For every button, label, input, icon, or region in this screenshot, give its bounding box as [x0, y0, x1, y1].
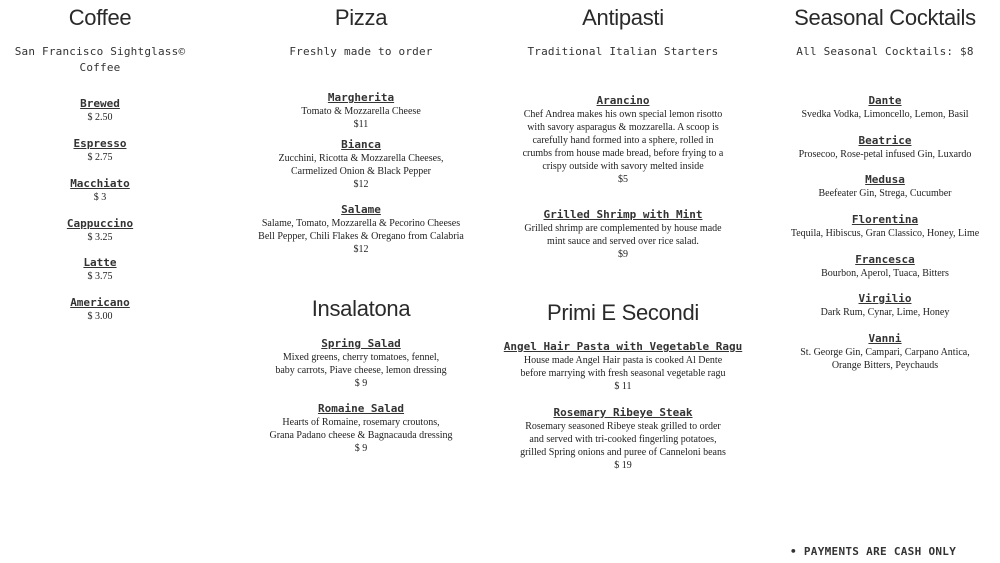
menu-item: [770, 94, 1000, 121]
item-description: Grilled shrimp are complemented by house made: [524, 223, 722, 234]
item-price: $ 3.75: [87, 271, 113, 282]
item-price: $ 9: [354, 443, 368, 454]
cocktails-subtitle: All Seasonal Cocktails: $8: [796, 45, 974, 58]
item-name: Macchiato: [70, 177, 130, 190]
item-name: Spring Salad: [321, 337, 401, 350]
item-description: Carmelized Onion & Black Pepper: [291, 166, 431, 177]
item-name: Angel Hair Pasta with Vegetable Ragu: [503, 340, 743, 353]
item-description: before marrying with fresh seasonal vegetable ragu: [520, 368, 726, 379]
antipasti-subtitle: Traditional Italian Starters: [527, 45, 719, 58]
item-description: baby carrots, Piave cheese, lemon dressing: [275, 365, 447, 376]
item-description: House made Angel Hair pasta is cooked Al Dente: [523, 355, 723, 366]
item-price: $ 2.50: [87, 112, 113, 123]
menu-item: [0, 97, 200, 124]
item-price: $ 3: [93, 192, 107, 203]
item-price: $ 2.75: [87, 152, 113, 163]
item-price: $12: [353, 244, 369, 255]
menu-item: [238, 203, 484, 256]
item-name: Americano: [70, 296, 130, 309]
item-description: Tequila, Hibiscus, Gran Classico, Honey, Lime: [790, 228, 980, 239]
item-name: Espresso: [73, 137, 127, 150]
pizza-heading: Pizza: [334, 5, 388, 30]
item-description: Tomato & Mozzarella Cheese: [301, 106, 421, 117]
cocktails-heading: Seasonal Cocktails: [794, 5, 976, 30]
item-description: Prosecoo, Rose-petal infused Gin, Luxardo: [798, 149, 972, 160]
item-price: $9: [618, 249, 628, 260]
menu-item: [770, 292, 1000, 319]
item-price: $12: [353, 179, 369, 190]
item-name: Latte: [83, 256, 117, 269]
item-name: Florentina: [851, 213, 919, 226]
item-name: Margherita: [327, 91, 395, 104]
item-description: Zucchini, Ricotta & Mozzarella Cheeses,: [278, 153, 444, 164]
menu-item: [500, 208, 746, 261]
item-description: grilled Spring onions and puree of Canneloni beans: [520, 447, 726, 458]
menu-item: [500, 340, 746, 393]
item-name: Grilled Shrimp with Mint: [543, 208, 703, 221]
menu-item: [0, 217, 200, 244]
item-description: Hearts of Romaine, rosemary croutons,: [282, 417, 440, 428]
menu-item: [770, 134, 1000, 161]
item-description: Chef Andrea makes his own special lemon risotto: [523, 109, 723, 120]
item-name: Romaine Salad: [317, 402, 405, 415]
menu-item: [770, 213, 1000, 240]
item-description: Bourbon, Aperol, Tuaca, Bitters: [821, 268, 949, 279]
item-price: $ 3.25: [87, 232, 113, 243]
menu-item: [770, 253, 1000, 280]
insalatona-heading: Insalatona: [311, 296, 411, 321]
item-description: Svedka Vodka, Limoncello, Lemon, Basil: [801, 109, 969, 120]
item-price: $11: [353, 119, 369, 130]
item-description: and served with tri-cooked fingerling potatoes,: [529, 434, 717, 445]
item-name: Medusa: [865, 173, 905, 186]
item-name: Beatrice: [858, 134, 912, 147]
item-description: crispy outside with savory melted inside: [542, 161, 704, 172]
item-name: Cappuccino: [66, 217, 134, 230]
item-name: Brewed: [80, 97, 120, 110]
menu-item: [770, 173, 1000, 200]
item-description: with savory asparagus & mozzarella. A scoop is: [527, 122, 719, 133]
menu-item: [0, 137, 200, 164]
item-description: Salame, Tomato, Mozzarella & Pecorino Cheeses: [261, 218, 461, 229]
item-description: carefully hand formed into a sphere, rolled in: [532, 135, 714, 146]
payment-note: • PAYMENTS ARE CASH ONLY: [790, 545, 957, 558]
item-name: Virgilio: [858, 292, 912, 305]
item-price: $ 9: [354, 378, 368, 389]
antipasti-heading: Antipasti: [582, 5, 664, 30]
item-name: Bianca: [341, 138, 381, 151]
menu-item: [0, 296, 200, 323]
item-price: $ 19: [614, 460, 632, 471]
item-description: Grana Padano cheese & Bagnacauda dressing: [269, 430, 453, 441]
item-description: Dark Rum, Cynar, Lime, Honey: [820, 307, 950, 318]
item-description: Mixed greens, cherry tomatoes, fennel,: [282, 352, 440, 363]
item-description: Bell Pepper, Chili Flakes & Oregano from Calabria: [258, 231, 464, 242]
menu-item: [0, 256, 200, 283]
item-description: Beefeater Gin, Strega, Cucumber: [818, 188, 952, 199]
coffee-subtitle: San Francisco Sightglass© Coffee: [14, 45, 186, 74]
menu-item: [238, 337, 484, 390]
item-description: crumbs from house made bread, before frying to a: [522, 148, 724, 159]
menu-item: [0, 177, 200, 204]
primi-heading: Primi E Secondi: [546, 300, 699, 325]
menu-item: [770, 332, 1000, 372]
menu-item: [500, 94, 746, 186]
pizza-subtitle: Freshly made to order: [289, 45, 433, 58]
item-name: Vanni: [868, 332, 902, 345]
menu-item: [238, 402, 484, 455]
menu-item: [238, 138, 484, 191]
item-name: Arancino: [596, 94, 650, 107]
item-name: Salame: [341, 203, 381, 216]
item-price: $5: [618, 174, 628, 185]
menu-item: [500, 406, 746, 472]
coffee-heading: Coffee: [68, 5, 132, 30]
item-description: Rosemary seasoned Ribeye steak grilled to order: [525, 421, 721, 432]
item-name: Francesca: [855, 253, 915, 266]
item-description: Orange Bitters, Peychauds: [831, 360, 939, 371]
item-price: $ 3.00: [87, 311, 113, 322]
menu-item: [238, 91, 484, 131]
item-name: Rosemary Ribeye Steak: [553, 406, 693, 419]
item-description: St. George Gin, Campari, Carpano Antica,: [800, 347, 970, 358]
item-name: Dante: [868, 94, 902, 107]
item-description: mint sauce and served over rice salad.: [547, 236, 699, 247]
item-price: $ 11: [614, 381, 632, 392]
